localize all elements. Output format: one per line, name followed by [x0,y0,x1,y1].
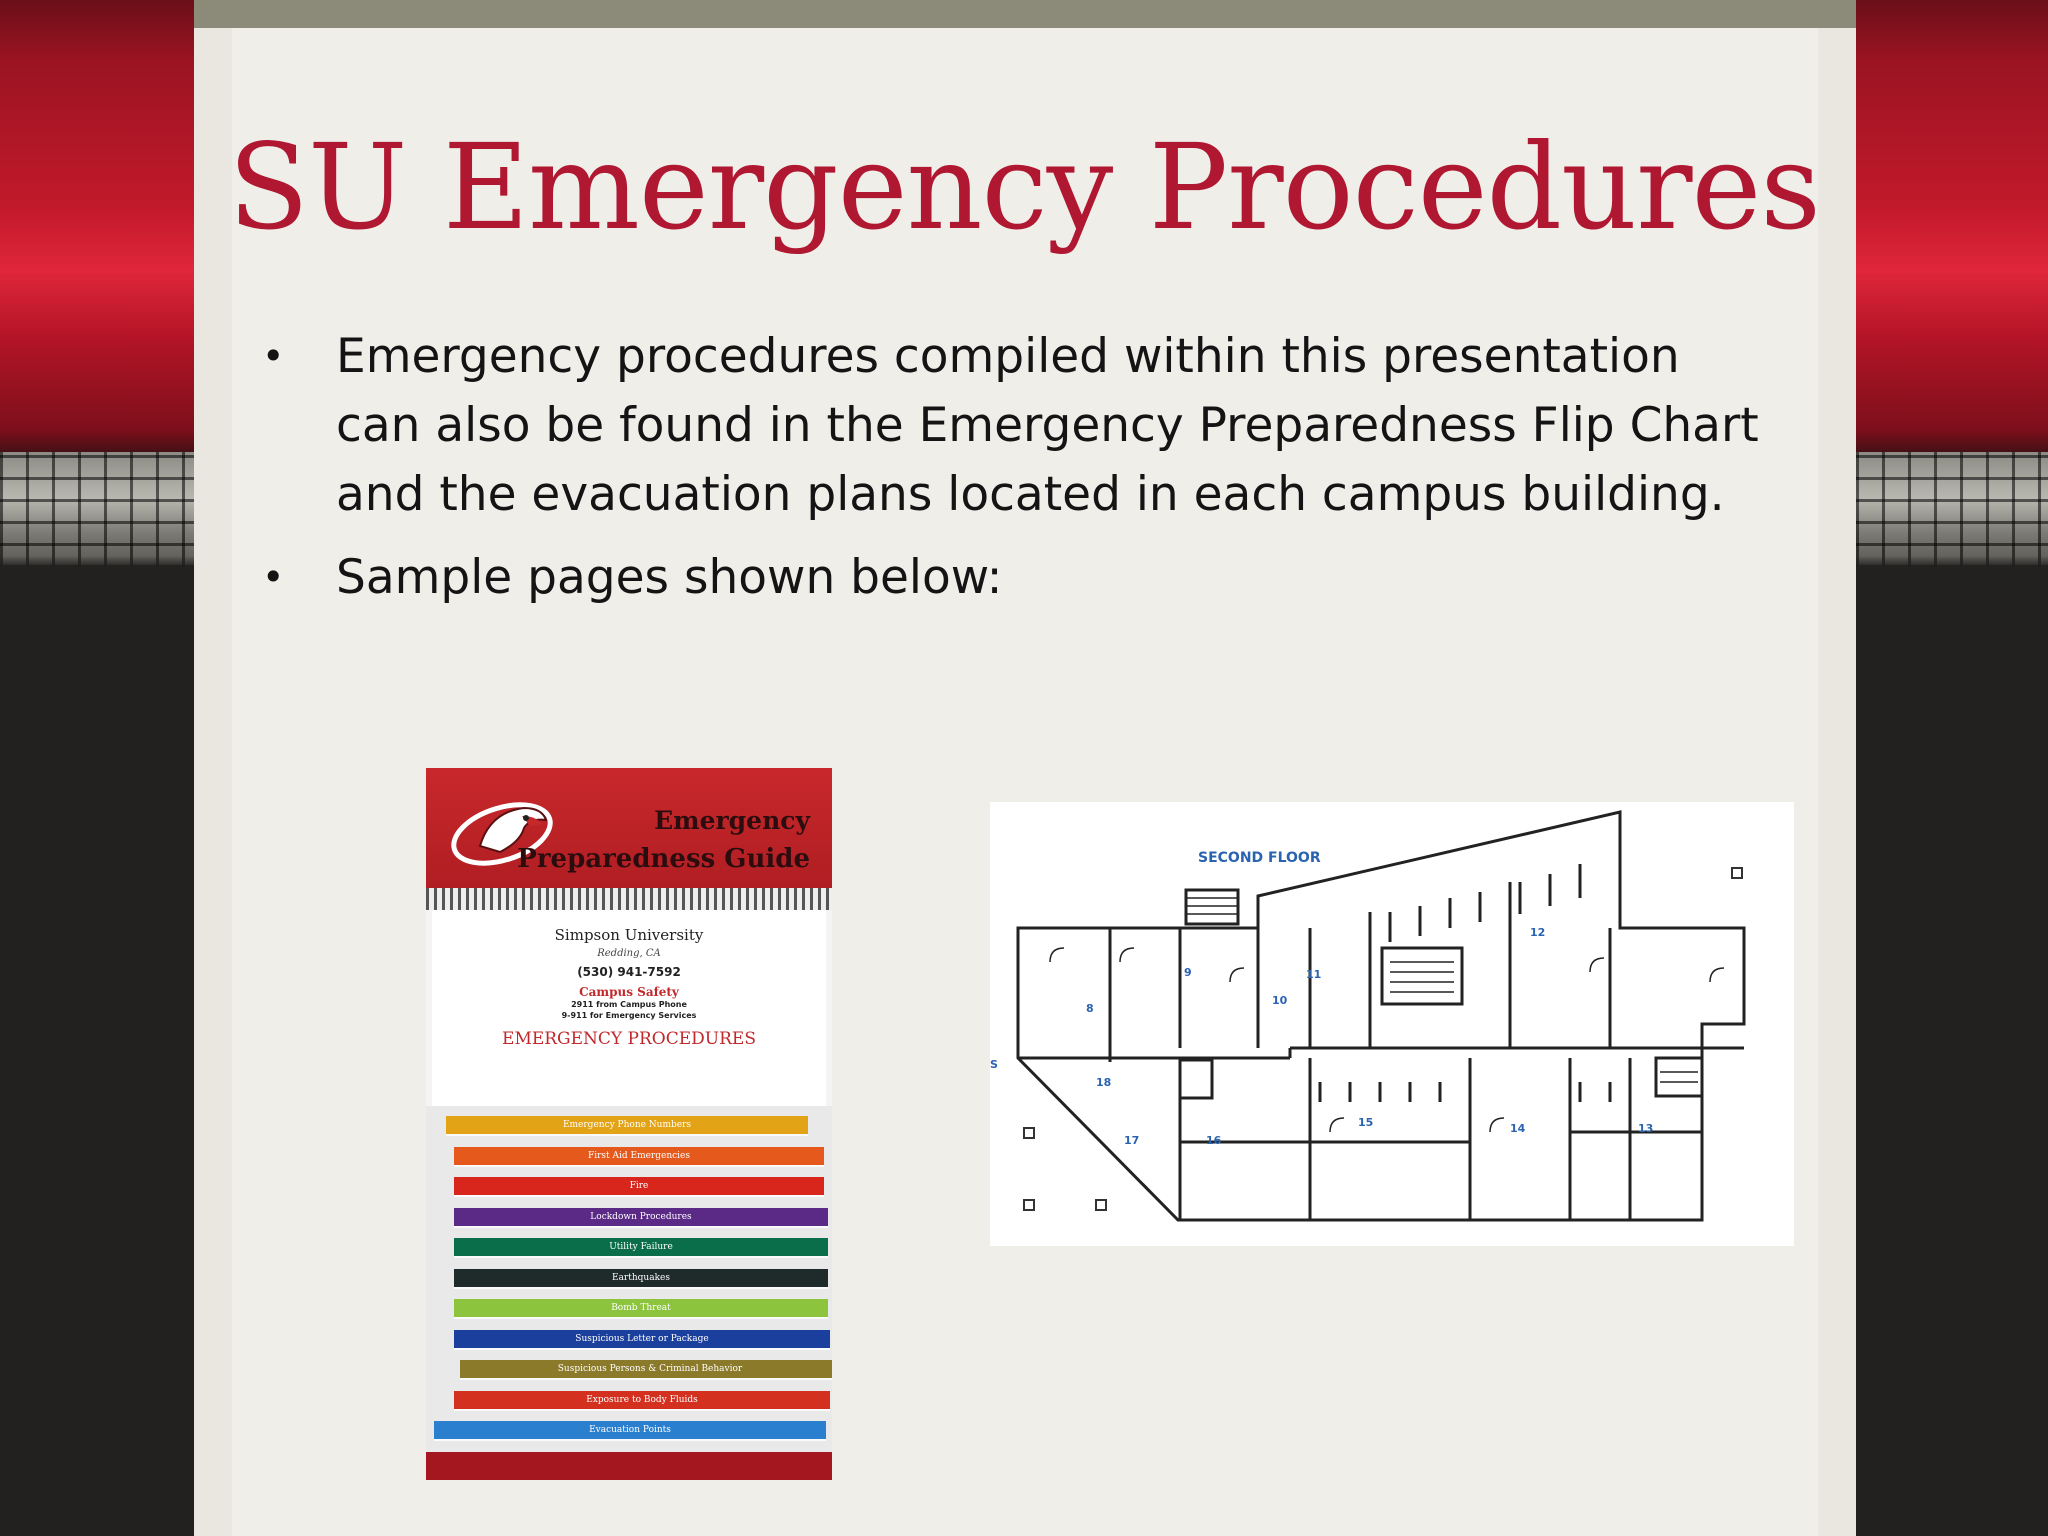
room-label: 14 [1510,1122,1526,1135]
flip-chart-image [426,768,832,1480]
flip-chart-tab: Emergency Phone Numbers [446,1116,808,1134]
flip-chart-tab: Exposure to Body Fluids [454,1391,830,1409]
room-label: 12 [1530,926,1546,939]
bullet-item [258,543,1778,612]
bullet-text: Sample pages shown below: [336,550,1003,605]
guide-title-line: Preparedness Guide [517,844,810,874]
flip-chart-tab: Evacuation Points [434,1421,826,1439]
floor-plan-drawing [990,802,1794,1246]
edge-label: S [990,1058,998,1071]
flip-chart-bottom [426,1452,832,1480]
campus-phone-line: 2911 from Campus Phone [571,1000,687,1009]
room-label: 16 [1206,1134,1222,1147]
bullet-text: Emergency procedures compiled within this presentation can also be found in the Emergency Preparedness Flip Chart and the evacuation plans located in each campus building. [336,329,1759,522]
bullet-dot: • [262,334,285,378]
room-label: 13 [1638,1122,1654,1135]
room-label: 15 [1358,1116,1374,1129]
flip-chart-tab: Suspicious Persons & Criminal Behavior [460,1360,832,1378]
flip-chart-tab: Lockdown Procedures [454,1208,828,1226]
floor-label: SECOND FLOOR [1198,850,1321,866]
flip-chart-tab: Suspicious Letter or Package [454,1330,830,1348]
guide-title-line: Emergency [654,806,810,835]
spiral-binding [426,888,832,910]
room-label: 10 [1272,994,1288,1007]
campus-safety-label: Campus Safety [579,985,679,999]
bullet-dot: • [262,555,285,599]
procedures-heading: EMERGENCY PROCEDURES [502,1029,756,1049]
room-label: 11 [1306,968,1322,981]
flip-chart-tab: Earthquakes [454,1269,828,1287]
phone-number: (530) 941-7592 [577,965,681,979]
room-label: 8 [1086,1002,1094,1015]
flip-chart-tab: First Aid Emergencies [454,1147,824,1165]
room-label: 18 [1096,1076,1112,1089]
top-strip [0,0,2048,28]
emergency-services-line: 9-911 for Emergency Services [561,1011,697,1020]
bullet-list [258,322,1778,626]
guide-title [517,802,810,878]
bullet-item [258,322,1778,529]
city-text: Redding, CA [597,948,661,959]
slide-title: SU Emergency Procedures [228,118,1820,256]
room-label: 17 [1124,1134,1140,1147]
flip-chart-tab: Fire [454,1177,824,1195]
room-label: 9 [1184,966,1192,979]
tab-stack [426,1106,832,1480]
floor-plan-image [990,802,1794,1246]
flip-chart-tab: Bomb Threat [454,1299,828,1317]
university-name: Simpson University [554,926,704,944]
flip-chart-tab: Utility Failure [454,1238,828,1256]
guide-card [432,910,826,1106]
